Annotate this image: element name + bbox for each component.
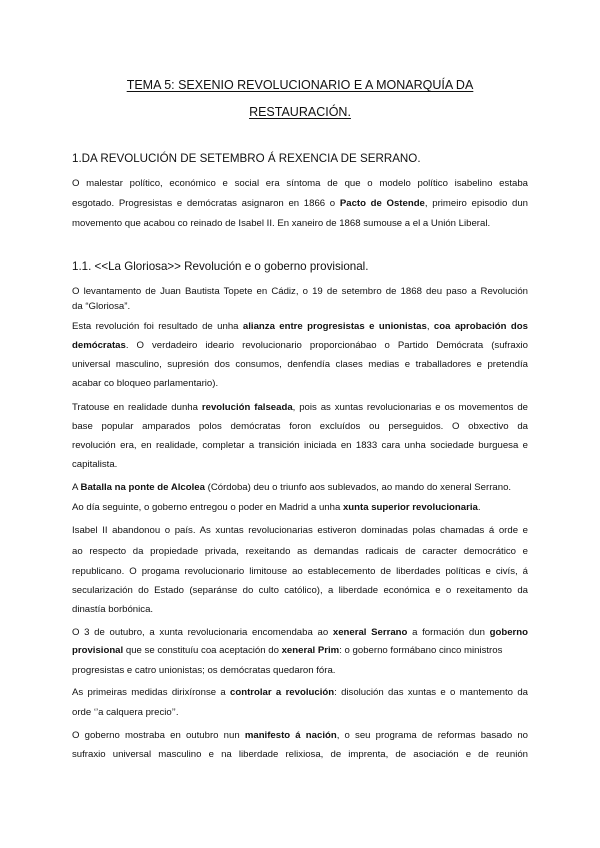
paragraph-line: secularización do Estado (separánse do culto católico), a liberdade económica e o rexeitamento da <box>72 585 528 596</box>
paragraph-line: Isabel II abandonou o país. As xuntas revolucionarias estiveron dominadas polas chamadas á orde e <box>72 525 528 536</box>
bold-term: Pacto de Ostende <box>339 198 425 209</box>
bold-term: demócratas <box>72 340 126 351</box>
bold-term: revolución falseada <box>201 402 293 413</box>
document-title-line-1: TEMA 5: SEXENIO REVOLUCIONARIO E A MONARQUÍA DA <box>126 78 474 92</box>
bold-term: goberno <box>489 627 528 638</box>
bold-term: manifesto á nación <box>244 730 337 741</box>
paragraph-line: base popular amparados polos demócratas foron excluídos ou perseguidos. O obxectivo da <box>72 421 528 432</box>
paragraph-line: O levantamento de Juan Bautista Topete en Cádiz, o 19 de setembro de 1868 deu paso a Revolución <box>72 286 528 297</box>
paragraph-line: provisional que se constituíu coa aceptación do xeneral Prim: o goberno formábano cinco ministros <box>72 645 503 656</box>
paragraph-line: O goberno mostraba en outubro nun manifesto á nación, o seu programa de reformas basado no <box>72 730 529 741</box>
bold-term: alianza entre progresistas e unionistas <box>242 321 427 332</box>
paragraph-line: ao respecto da propiedade privada, rexeitando as demandas radicais de caracter democrático e <box>72 546 528 557</box>
paragraph-line: revolución era, en realidade, completar a transición iniciada en 1833 cara unha sociedade burguesa e <box>72 440 528 451</box>
paragraph-line: universal masculino, supresión dos consumos, denfendía clases medias e traballadores e pretendía <box>72 359 528 370</box>
document-title-line-2: RESTAURACIÓN. <box>249 105 351 119</box>
paragraph-line: demócratas. O verdadeiro ideario revolucionario proporcionábao o Partido Demócrata (sufraxio <box>72 340 528 351</box>
paragraph-line: O malestar político, económico e social era síntoma de que o modelo político isabelino estaba <box>72 178 528 189</box>
bold-term: xeneral Prim <box>281 645 340 656</box>
paragraph-line: O 3 de outubro, a xunta revolucionaria encomendaba ao xeneral Serrano a formación dun goberno <box>72 627 528 638</box>
paragraph-line: progresistas e catro unionistas; os demócratas quedaron fóra. <box>72 665 336 676</box>
bold-term: coa aprobación dos <box>433 321 528 332</box>
bold-term: controlar a revolución <box>230 687 335 698</box>
paragraph-line: orde ‘’a calquera precio’’. <box>72 707 179 718</box>
bold-term: xunta superior revolucionaria <box>342 502 478 513</box>
bold-term: provisional <box>72 645 124 656</box>
paragraph-line: Esta revolución foi resultado de unha alianza entre progresistas e unionistas, coa aprobación dos <box>72 321 528 332</box>
paragraph-line: esgotado. Progresistas e demócratas asignaron en 1866 o Pacto de Ostende, primeiro episodio dun <box>72 198 528 209</box>
paragraph-line: sufraxio universal masculino e na liberdade relixiosa, de imprenta, de asociación e de reunión <box>72 749 528 760</box>
paragraph-line: A Batalla na ponte de Alcolea (Córdoba) deu o triunfo aos sublevados, ao mando do xeneral Serrano. <box>72 482 512 493</box>
paragraph-line: da “Gloriosa”. <box>72 301 131 312</box>
section-heading-1: 1.DA REVOLUCIÓN DE SETEMBRO Á REXENCIA DE SERRANO. <box>72 152 421 165</box>
paragraph-line: acabar co bloqueo parlamentario). <box>72 378 219 389</box>
paragraph-line: movemento que acabou co reinado de Isabel II. En xaneiro de 1868 sumouse a el a Unión Liberal. <box>72 218 491 229</box>
bold-term: Batalla na ponte de Alcolea <box>80 482 205 493</box>
paragraph-line: Tratouse en realidade dunha revolución falseada, pois as xuntas revolucionarias e os movementos de <box>72 402 528 413</box>
paragraph-line: As primeiras medidas dirixíronse a controlar a revolución: disolución das xuntas e o mantemento da <box>72 687 528 698</box>
paragraph-line: republicano. O progama revolucionario limitouse ao establecemento de liberdades políticas e civís, á <box>72 566 528 577</box>
section-heading-1-1: 1.1. <<La Gloriosa>> Revolución e o goberno provisional. <box>72 260 369 273</box>
paragraph-line: Ao día seguinte, o goberno entregou o poder en Madrid a unha xunta superior revolucionaria. <box>72 502 481 513</box>
bold-term: xeneral Serrano <box>332 627 408 638</box>
paragraph-line: capitalista. <box>72 459 118 470</box>
paragraph-line: dinastía borbónica. <box>72 604 154 615</box>
